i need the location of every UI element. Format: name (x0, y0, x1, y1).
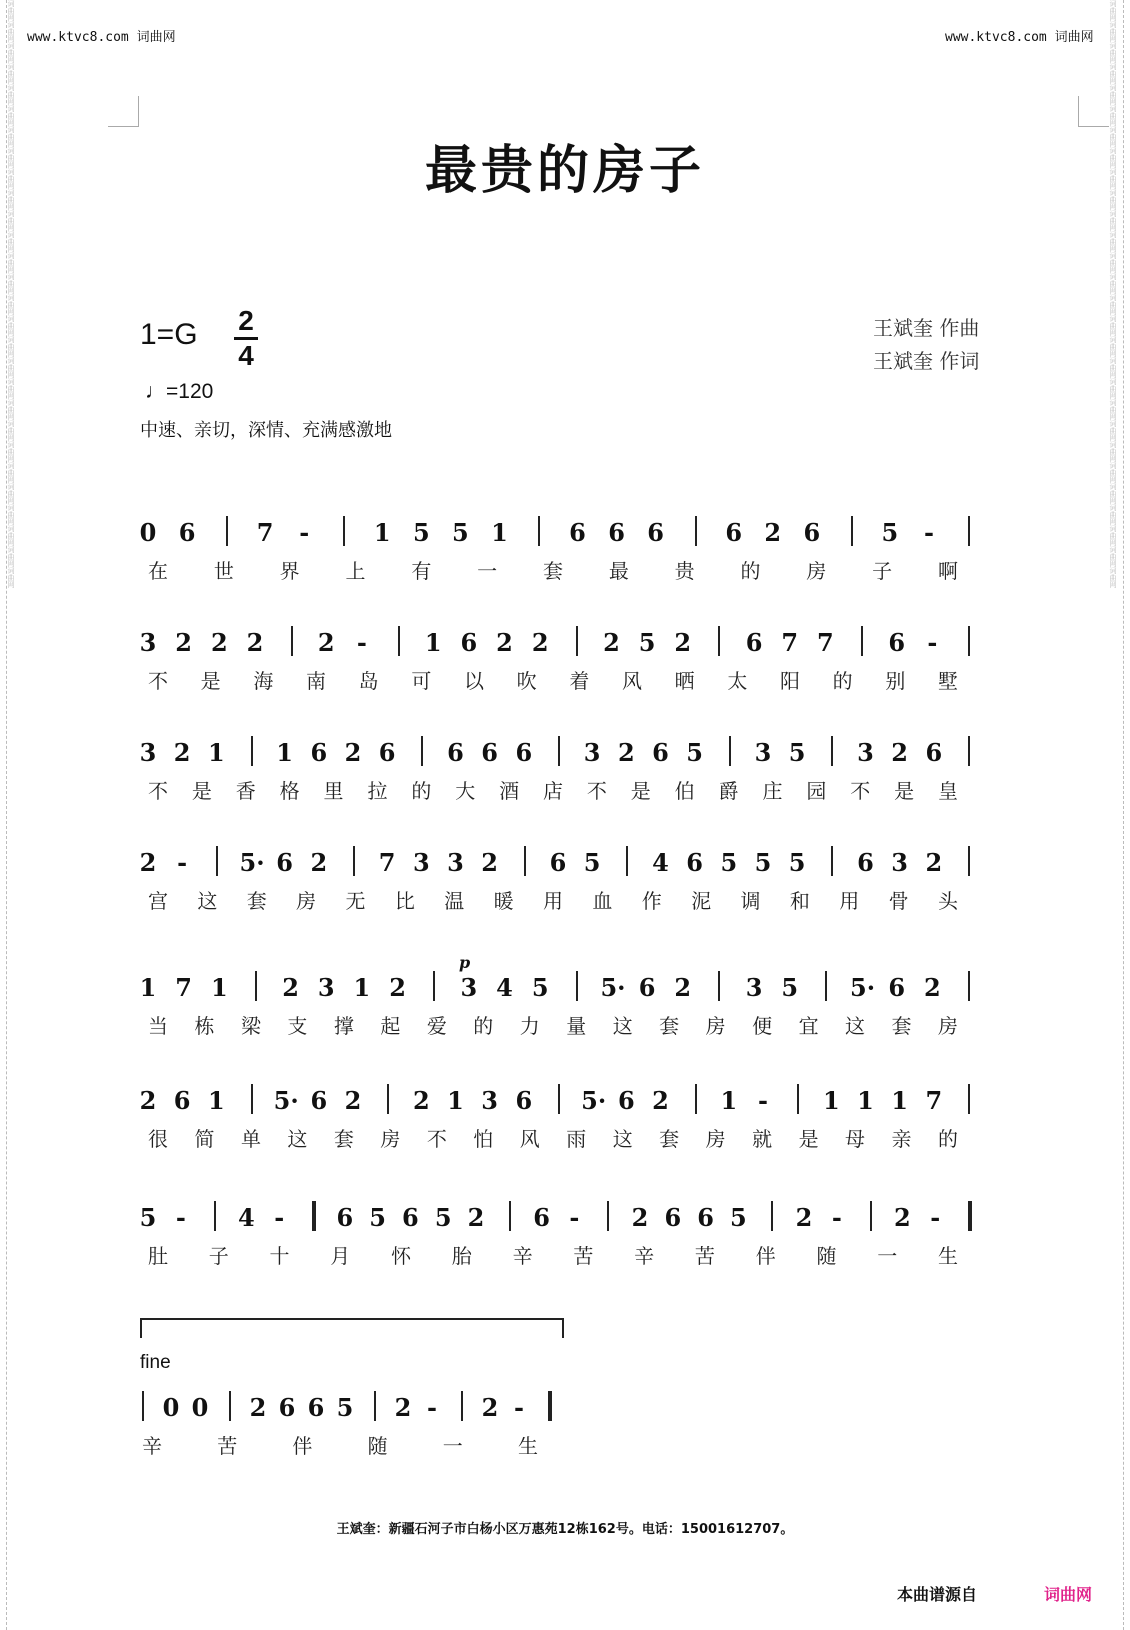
note: 2 (282, 973, 299, 1002)
note: 5 (720, 848, 738, 877)
note: 2 (674, 973, 692, 1002)
lyric-syllable: 起 (380, 1014, 401, 1038)
note: - (927, 628, 938, 657)
note: 3 (481, 1086, 498, 1115)
lyric-syllable: 南 (306, 669, 326, 693)
note: 2 (894, 1203, 911, 1232)
lyric-syllable: 着 (569, 669, 590, 693)
expression-mark: 中速、亲切，深情、充满感激地 (140, 420, 392, 441)
note: 3 (139, 628, 157, 657)
lyric-syllable: 庄 (762, 779, 783, 803)
note: 1 (720, 1086, 738, 1115)
note: 2 (389, 973, 406, 1002)
note: 5· (239, 848, 265, 877)
note: 2 (764, 518, 782, 547)
note: 5 (336, 1393, 354, 1422)
note: 2 (603, 628, 620, 657)
lyric-syllable: 辛 (634, 1244, 655, 1268)
note: 3 (583, 738, 601, 767)
note: 7 (781, 628, 799, 657)
lyric-syllable: 香 (235, 779, 256, 803)
lyric-syllable: 房 (806, 559, 827, 583)
note: 2 (139, 848, 157, 877)
note: 3 (317, 973, 335, 1002)
lyric-syllable: 伯 (674, 779, 695, 803)
lyric-syllable: 一 (877, 1244, 898, 1268)
lyric-syllable: 简 (194, 1127, 215, 1151)
crop-mark-right (1078, 96, 1109, 127)
lyric-syllable: 苦 (217, 1434, 238, 1458)
note: 2 (617, 738, 635, 767)
note: 1 (491, 518, 508, 547)
note: 3 (745, 973, 763, 1002)
lyric-syllable: 别 (885, 669, 906, 693)
note: 6 (608, 518, 625, 547)
lyricist-credit: 王斌奎 作词 (873, 349, 980, 373)
lyric-syllable: 套 (659, 1014, 680, 1038)
fine-label: fine (140, 1352, 171, 1373)
lyric-syllable: 酒 (499, 779, 520, 803)
note: 1 (210, 973, 228, 1002)
note: 6 (652, 738, 669, 767)
note: 6 (336, 1203, 354, 1232)
note: 2 (173, 738, 191, 767)
lyric-syllable: 十 (269, 1244, 290, 1268)
note: 5 (781, 973, 799, 1002)
note: 5 (139, 1203, 157, 1232)
note: 4 (238, 1203, 255, 1232)
note: - (930, 1203, 941, 1232)
score-system-3 (0, 740, 1130, 840)
note: 6 (276, 848, 293, 877)
note: 0 (191, 1393, 209, 1422)
lyric-syllable: 是 (630, 779, 651, 803)
note: 6 (549, 848, 567, 877)
lyric-syllable: 随 (367, 1434, 388, 1458)
lyric-syllable: 用 (543, 889, 563, 913)
note: 6 (481, 738, 498, 767)
note: 5 (881, 518, 899, 547)
note: 5· (581, 1086, 607, 1115)
note: - (299, 518, 310, 547)
note: 1 (353, 973, 371, 1002)
contact-info: 王斌奎：新疆石河子市白杨小区万惠苑12栋162号。电话：15001612707。 (336, 1522, 794, 1537)
lyrics-line (0, 740, 1130, 840)
lyric-syllable: 世 (213, 559, 234, 583)
note: 2 (923, 973, 941, 1002)
note: - (177, 848, 188, 877)
lyric-syllable: 是 (798, 1127, 819, 1151)
lyric-syllable: 风 (622, 669, 642, 693)
note: 1 (424, 628, 442, 657)
note: 5 (452, 518, 469, 547)
lyric-syllable: 生 (938, 1244, 958, 1268)
lyric-syllable: 怀 (391, 1244, 412, 1268)
lyric-syllable: 辛 (512, 1244, 533, 1268)
lyric-syllable: 不 (586, 779, 607, 803)
note: 2 (674, 628, 692, 657)
lyric-syllable: 随 (816, 1244, 837, 1268)
note: - (569, 1203, 580, 1232)
lyric-syllable: 不 (426, 1127, 447, 1151)
note: 3 (891, 848, 908, 877)
note: 6 (378, 738, 396, 767)
lyric-syllable: 墅 (938, 669, 958, 693)
note: 0 (162, 1393, 180, 1422)
note: 6 (569, 518, 586, 547)
note: 1 (822, 1086, 840, 1115)
note: 6 (173, 1086, 191, 1115)
lyric-syllable: 辛 (142, 1434, 162, 1458)
lyric-syllable: 贵 (674, 559, 695, 583)
lyric-syllable: 不 (148, 779, 168, 803)
note: 2 (652, 1086, 669, 1115)
crop-mark-left (108, 96, 139, 127)
score-system-6 (0, 1088, 1130, 1188)
ending-bracket (140, 1318, 564, 1338)
lyric-syllable: 宫 (148, 889, 168, 913)
lyric-syllable: 栋 (194, 1014, 215, 1038)
lyric-syllable: 这 (612, 1127, 633, 1151)
lyric-syllable: 力 (519, 1014, 540, 1038)
lyric-syllable: 伴 (755, 1244, 776, 1268)
note: 5· (600, 973, 626, 1002)
lyric-syllable: 的 (832, 669, 853, 693)
note: 1 (139, 973, 157, 1002)
note: 5 (434, 1203, 452, 1232)
lyric-syllable: 套 (246, 889, 267, 913)
note: 2 (175, 628, 192, 657)
lyric-syllable: 暖 (493, 889, 514, 913)
lyric-syllable: 一 (442, 1434, 463, 1458)
note: 5 (686, 738, 703, 767)
lyric-syllable: 胎 (451, 1244, 472, 1268)
note: 6 (857, 848, 874, 877)
lyric-syllable: 的 (411, 779, 432, 803)
note: 2 (210, 628, 228, 657)
lyric-syllable: 房 (705, 1127, 726, 1151)
lyric-syllable: 园 (806, 779, 827, 803)
lyric-syllable: 在 (148, 559, 168, 583)
note: 5 (583, 848, 601, 877)
note: 6 (515, 738, 533, 767)
lyric-syllable: 房 (296, 889, 317, 913)
lyric-syllable: 这 (845, 1014, 866, 1038)
note: 2 (891, 738, 908, 767)
left-watermark-strip: 词曲网词曲网词曲网词曲网词曲网词曲网词曲网词曲网词曲网词曲网词曲网词曲网词曲网词曲网词曲网词曲网词曲网词曲网词曲网词曲网词曲网词曲网词曲网词曲网词曲网词曲网词曲网词曲网 (6, 0, 21, 1630)
lyric-syllable: 支 (287, 1014, 308, 1038)
time-signature (232, 305, 260, 372)
lyric-syllable: 作 (641, 889, 662, 913)
lyric-syllable: 格 (279, 779, 300, 803)
note: 2 (531, 628, 549, 657)
lyrics-line (0, 1088, 1130, 1188)
note: 2 (496, 628, 513, 657)
note: 2 (481, 848, 498, 877)
lyric-syllable: 套 (659, 1127, 680, 1151)
lyric-syllable: 苦 (694, 1244, 715, 1268)
lyric-syllable: 房 (705, 1014, 726, 1038)
lyric-syllable: 太 (727, 669, 748, 693)
lyric-syllable: 岛 (358, 669, 379, 693)
note: 2 (394, 1393, 412, 1422)
lyric-syllable: 骨 (888, 889, 909, 913)
note: 5 (531, 973, 549, 1002)
lyric-syllable: 房 (938, 1014, 958, 1038)
note: 1 (276, 738, 293, 767)
note: 6 (310, 1086, 328, 1115)
lyrics-line (0, 1205, 1130, 1305)
lyric-syllable: 风 (519, 1127, 540, 1151)
note: 2 (631, 1203, 649, 1232)
note: 5 (788, 738, 806, 767)
lyric-syllable: 不 (148, 669, 168, 693)
lyric-syllable: 月 (330, 1244, 351, 1268)
lyric-syllable: 温 (444, 889, 465, 913)
note: 0 (139, 518, 157, 547)
note: 5 (754, 848, 772, 877)
song-title: 最贵的房子 (424, 141, 705, 201)
note: 2 (139, 1086, 157, 1115)
lyric-syllable: 套 (333, 1127, 354, 1151)
lyric-syllable: 可 (411, 669, 432, 693)
lyric-syllable: 这 (612, 1014, 633, 1038)
lyric-syllable: 以 (464, 669, 484, 693)
coda-system (0, 1395, 1130, 1495)
lyric-syllable: 晒 (674, 669, 695, 693)
lyric-syllable: 伴 (292, 1434, 313, 1458)
lyrics-line (0, 850, 1130, 950)
note: - (514, 1393, 524, 1422)
note: 2 (481, 1393, 499, 1422)
lyric-syllable: 单 (240, 1127, 261, 1151)
note: 6 (278, 1393, 296, 1422)
note: 1 (207, 1086, 225, 1115)
note: 2 (467, 1203, 485, 1232)
note: 3 (857, 738, 874, 767)
lyric-syllable: 爵 (718, 779, 739, 803)
lyric-syllable: 这 (287, 1127, 308, 1151)
lyric-syllable: 有 (411, 559, 432, 583)
note: 6 (310, 738, 328, 767)
note: - (274, 1203, 285, 1232)
note: 5 (412, 518, 430, 547)
note: 7 (378, 848, 396, 877)
lyric-syllable: 量 (566, 1014, 587, 1038)
time-signature-top: 2 (238, 305, 254, 336)
note: 1 (857, 1086, 874, 1115)
lyric-syllable: 肚 (148, 1244, 168, 1268)
note: 6 (725, 518, 743, 547)
lyric-syllable: 就 (752, 1127, 773, 1151)
note: 4 (652, 848, 669, 877)
note: 6 (664, 1203, 682, 1232)
lyric-syllable: 调 (740, 889, 761, 913)
lyric-syllable: 是 (191, 779, 212, 803)
lyric-syllable: 当 (148, 1014, 168, 1038)
note: 1 (447, 1086, 464, 1115)
note: 2 (925, 848, 943, 877)
note: 5 (730, 1203, 747, 1232)
lyric-syllable: 啊 (938, 559, 958, 583)
lyric-syllable: 很 (148, 1127, 168, 1151)
note: 6 (888, 973, 906, 1002)
lyric-syllable: 界 (279, 559, 300, 583)
lyric-syllable: 血 (592, 889, 613, 913)
note: 6 (402, 1203, 419, 1232)
score-system-7 (0, 1205, 1130, 1305)
note: 6 (697, 1203, 714, 1232)
lyric-syllable: 怕 (473, 1127, 494, 1151)
lyrics-line (0, 1395, 1130, 1495)
key-signature: 1=G (140, 318, 198, 351)
lyric-syllable: 泥 (691, 889, 712, 913)
header-right-site: www.ktvc8.com 词曲网 (945, 30, 1094, 45)
note: 6 (178, 518, 196, 547)
note: - (175, 1203, 186, 1232)
note: 6 (638, 973, 656, 1002)
lyrics-line (0, 630, 1130, 730)
time-signature-bottom: 4 (238, 340, 254, 371)
note: 1 (891, 1086, 908, 1115)
lyric-syllable: 爱 (426, 1014, 447, 1038)
lyric-syllable: 套 (891, 1014, 912, 1038)
note: - (758, 1086, 768, 1115)
lyric-syllable: 的 (938, 1127, 958, 1151)
lyric-syllable: 不 (850, 779, 871, 803)
lyric-syllable: 皇 (938, 779, 958, 803)
note: 2 (310, 848, 328, 877)
lyric-syllable: 无 (345, 889, 366, 913)
lyric-syllable: 雨 (566, 1127, 587, 1151)
lyric-syllable: 里 (323, 779, 344, 803)
note: - (923, 518, 934, 547)
lyric-syllable: 用 (839, 889, 860, 913)
lyric-syllable: 母 (845, 1127, 866, 1151)
lyric-syllable: 房 (380, 1127, 401, 1151)
score-system-1 (0, 520, 1130, 620)
dynamic-piano-mark: p (459, 953, 471, 972)
lyric-syllable: 海 (253, 669, 274, 693)
lyric-syllable: 一 (477, 559, 498, 583)
lyric-syllable: 子 (872, 559, 893, 583)
note: 6 (460, 628, 478, 657)
note: - (356, 628, 367, 657)
note: 6 (447, 738, 464, 767)
source-label: 本曲谱源自 (897, 1585, 978, 1604)
composer-credit: 王斌奎 作曲 (873, 316, 980, 340)
note: 7 (925, 1086, 943, 1115)
lyric-syllable: 和 (789, 889, 810, 913)
lyric-syllable: 的 (740, 559, 761, 583)
lyric-syllable: 便 (752, 1014, 773, 1038)
lyric-syllable: 头 (938, 889, 958, 913)
note: 6 (617, 1086, 635, 1115)
note: 6 (647, 518, 664, 547)
note: 1 (207, 738, 225, 767)
lyric-syllable: 最 (608, 559, 629, 583)
note: 2 (317, 628, 335, 657)
note: 6 (515, 1086, 533, 1115)
note: 3 (460, 973, 478, 1002)
note: 7 (256, 518, 274, 547)
lyric-syllable: 套 (543, 559, 563, 583)
source-site-link[interactable]: 词曲网 (1044, 1585, 1093, 1604)
note: 5 (788, 848, 806, 877)
lyric-syllable: 是 (200, 669, 221, 693)
note: 7 (817, 628, 834, 657)
lyric-syllable: 比 (394, 889, 415, 913)
score-system-2 (0, 630, 1130, 730)
note: - (427, 1393, 437, 1422)
note: 3 (139, 738, 157, 767)
lyric-syllable: 的 (473, 1014, 494, 1038)
note: 2 (412, 1086, 430, 1115)
lyric-syllable: 生 (518, 1434, 538, 1458)
lyric-syllable: 亲 (891, 1127, 912, 1151)
score-system-4 (0, 850, 1130, 950)
lyric-syllable: 店 (543, 779, 563, 803)
lyric-syllable: 阳 (780, 669, 800, 693)
note: 3 (447, 848, 464, 877)
lyric-syllable: 宜 (798, 1014, 819, 1038)
lyric-syllable: 苦 (573, 1244, 594, 1268)
lyric-syllable: 这 (197, 889, 218, 913)
note: 5 (369, 1203, 386, 1232)
note: 1 (373, 518, 391, 547)
lyric-syllable: 是 (894, 779, 915, 803)
note: 6 (803, 518, 821, 547)
note: 6 (745, 628, 763, 657)
score-system-5 (0, 975, 1130, 1075)
note: 5· (850, 973, 876, 1002)
lyric-syllable: 吹 (516, 669, 537, 693)
lyric-syllable: 大 (455, 779, 476, 803)
lyric-syllable: 拉 (367, 779, 388, 803)
note: 2 (795, 1203, 813, 1232)
note: 2 (249, 1393, 267, 1422)
note: 6 (307, 1393, 325, 1422)
note: 7 (175, 973, 192, 1002)
note: 6 (686, 848, 703, 877)
right-watermark-strip: 词曲网词曲网词曲网词曲网词曲网词曲网词曲网词曲网词曲网词曲网词曲网词曲网词曲网词曲网词曲网词曲网词曲网词曲网词曲网词曲网词曲网词曲网词曲网词曲网词曲网词曲网词曲网词曲网 (1109, 0, 1124, 1630)
lyric-syllable: 撑 (333, 1014, 354, 1038)
note: 5 (638, 628, 656, 657)
note: 2 (344, 1086, 362, 1115)
tempo-mark: ♩=120 (145, 380, 214, 403)
note: 5· (273, 1086, 299, 1115)
note: 6 (533, 1203, 550, 1232)
note: 6 (888, 628, 906, 657)
lyric-syllable: 子 (208, 1244, 229, 1268)
lyric-syllable: 梁 (240, 1014, 261, 1038)
header-left-site: www.ktvc8.com 词曲网 (27, 30, 176, 45)
lyrics-line (0, 975, 1130, 1075)
note: 3 (754, 738, 772, 767)
note: 2 (344, 738, 362, 767)
note: - (831, 1203, 842, 1232)
lyrics-line (0, 520, 1130, 620)
note: 4 (496, 973, 513, 1002)
note: 2 (246, 628, 264, 657)
note: 6 (925, 738, 943, 767)
note: 3 (412, 848, 430, 877)
lyric-syllable: 上 (345, 559, 366, 583)
